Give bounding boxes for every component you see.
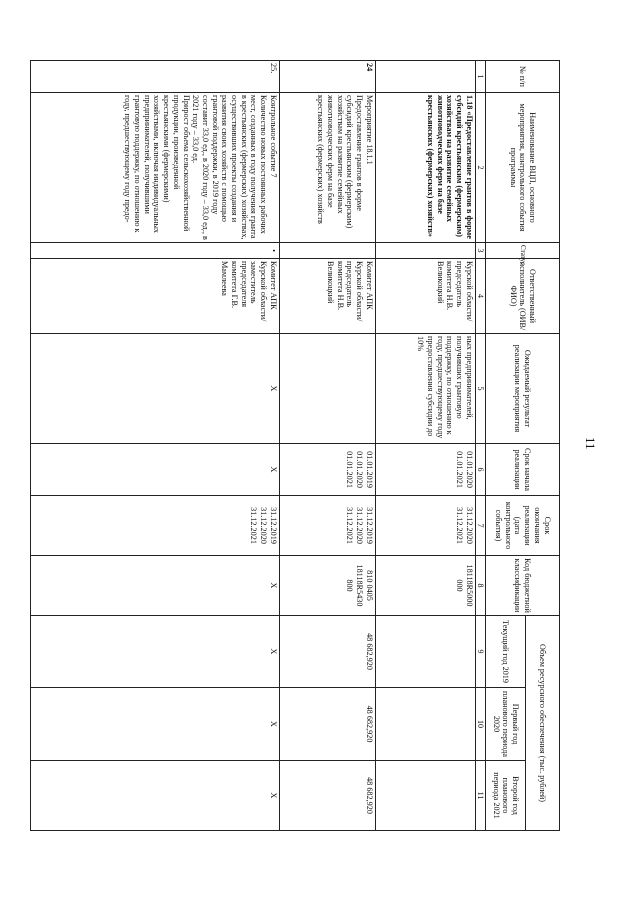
col-number: 11 bbox=[475, 761, 485, 831]
program-measures-table bbox=[30, 60, 560, 831]
row-end: 31.12.2019 31.12.2020 31.12.2021 bbox=[31, 496, 280, 556]
header-status: Статус bbox=[486, 243, 560, 259]
col-number: 2 bbox=[475, 93, 485, 243]
row-y2 bbox=[375, 688, 475, 761]
row-name: Мероприятие 18.1.1 Предоставление грантов в форме субсидий крестьянским (фермерским) хозяйствам на развитие семейных животноводческих ферм на базе крестьянских (фермерских) хозяйств bbox=[279, 93, 375, 243]
header-result: Ожидаемый результат реализации мероприятия bbox=[486, 334, 560, 444]
row-start: 01.01.2019 01.01.2020 01.01.2021 bbox=[279, 444, 375, 496]
row-y2: 48 682,920 bbox=[279, 688, 375, 761]
header-volume: Объем ресурсного обеспечения (тыс. рублей) bbox=[526, 616, 560, 831]
col-number: 3 bbox=[475, 243, 485, 259]
row-result bbox=[279, 334, 375, 444]
row-y1: X bbox=[31, 616, 280, 688]
header-name: Наименование ВЦП, основного мероприятия, контрольного события программы bbox=[486, 93, 560, 243]
col-number: 10 bbox=[475, 688, 485, 761]
page-number: 11 bbox=[583, 437, 598, 450]
header-start: Срок начала реализации bbox=[486, 444, 560, 496]
row-responsible: Комитет АПК Курской области/заместитель председателя комитета Г.В. Мамлеева bbox=[31, 259, 280, 334]
header-budget-code: Код бюджетной классификации bbox=[486, 556, 560, 616]
row-start: 01.01.2020 01.01.2021 bbox=[375, 444, 475, 496]
row-y2: X bbox=[31, 688, 280, 761]
header-responsible: Ответственный исполнитель (ОИВ/ФИО) bbox=[486, 259, 560, 334]
col-number: 6 bbox=[475, 444, 485, 496]
row-responsible: Комитет АПК Курской области/председатель комитета Н.В. Великоцкий bbox=[279, 259, 375, 334]
row-result: ных предпринимателей, получивших грантовую поддержку, по отношению к году, предшествующему году предоставления субсидии до 10% bbox=[375, 334, 475, 444]
row-name: Контрольное событие 7 Количество новых постоянных рабочих мест, созданных в году получения гранта в крестьянских (фермерских) хозяйствах, осуществивших проекты создания и развития своих хозяйств с помощью грантовой поддержки, в 2019 году составит 33,0 ед., в 2020 году – 33,0 ед., в 2021 году – 33,0 ед. Прирост объема сельскохозяйственной продукции, произведенной крестьянскими (фермерскими) хозяйствами, включая индивидуальных предпринимателей, получившими грантовую поддержку, по отношению к году, предшествующему году предо- bbox=[31, 93, 280, 243]
row-end: 31.12.2020 31.12.2021 bbox=[375, 496, 475, 556]
row-budget-code: X bbox=[31, 556, 280, 616]
row-name: 1.18 «Предоставление грантов в форме субсидий крестьянским (фермерским) хозяйствам на развитие семейных животноводческих ферм на базе крестьянских (фермерских) хозяйств» bbox=[375, 93, 475, 243]
row-y3: 48 682,920 bbox=[279, 761, 375, 831]
header-year-current: Текущий год 2019 bbox=[486, 616, 526, 688]
table-row bbox=[375, 61, 475, 831]
row-budget-code: 18118R5000 000 bbox=[375, 556, 475, 616]
row-status bbox=[279, 243, 375, 259]
row-num: 25. bbox=[31, 61, 280, 93]
col-number: 4 bbox=[475, 259, 485, 334]
row-result: X bbox=[31, 334, 280, 444]
row-y1 bbox=[375, 616, 475, 688]
row-start: X bbox=[31, 444, 280, 496]
column-numbers-row bbox=[475, 61, 485, 831]
row-y3 bbox=[375, 761, 475, 831]
row-end: 31.12.2019 31.12.2020 31.12.2021 bbox=[279, 496, 375, 556]
row-y3: X bbox=[31, 761, 280, 831]
table-row bbox=[279, 61, 375, 831]
header-year-plan-2: Второй год планового периода 2021 bbox=[486, 761, 526, 831]
row-budget-code: 810 0405 18118R5430 800 bbox=[279, 556, 375, 616]
table-row bbox=[31, 61, 280, 831]
header-num: № п/п bbox=[486, 61, 560, 93]
header-end: Срок окончания реализации (дата контрольного события) bbox=[486, 496, 560, 556]
col-number: 1 bbox=[475, 61, 485, 93]
col-number: 5 bbox=[475, 334, 485, 444]
row-status bbox=[375, 243, 475, 259]
row-y1: 48 682,920 bbox=[279, 616, 375, 688]
row-num bbox=[375, 61, 475, 93]
col-number: 8 bbox=[475, 556, 485, 616]
col-number: 9 bbox=[475, 616, 485, 688]
col-number: 7 bbox=[475, 496, 485, 556]
header-year-plan-1: Первый год планового периода 2020 bbox=[486, 688, 526, 761]
row-responsible: Курской области/председатель комитета Н.В. Великоцкий bbox=[375, 259, 475, 334]
row-num: 24 bbox=[279, 61, 375, 93]
row-status: • bbox=[31, 243, 280, 259]
